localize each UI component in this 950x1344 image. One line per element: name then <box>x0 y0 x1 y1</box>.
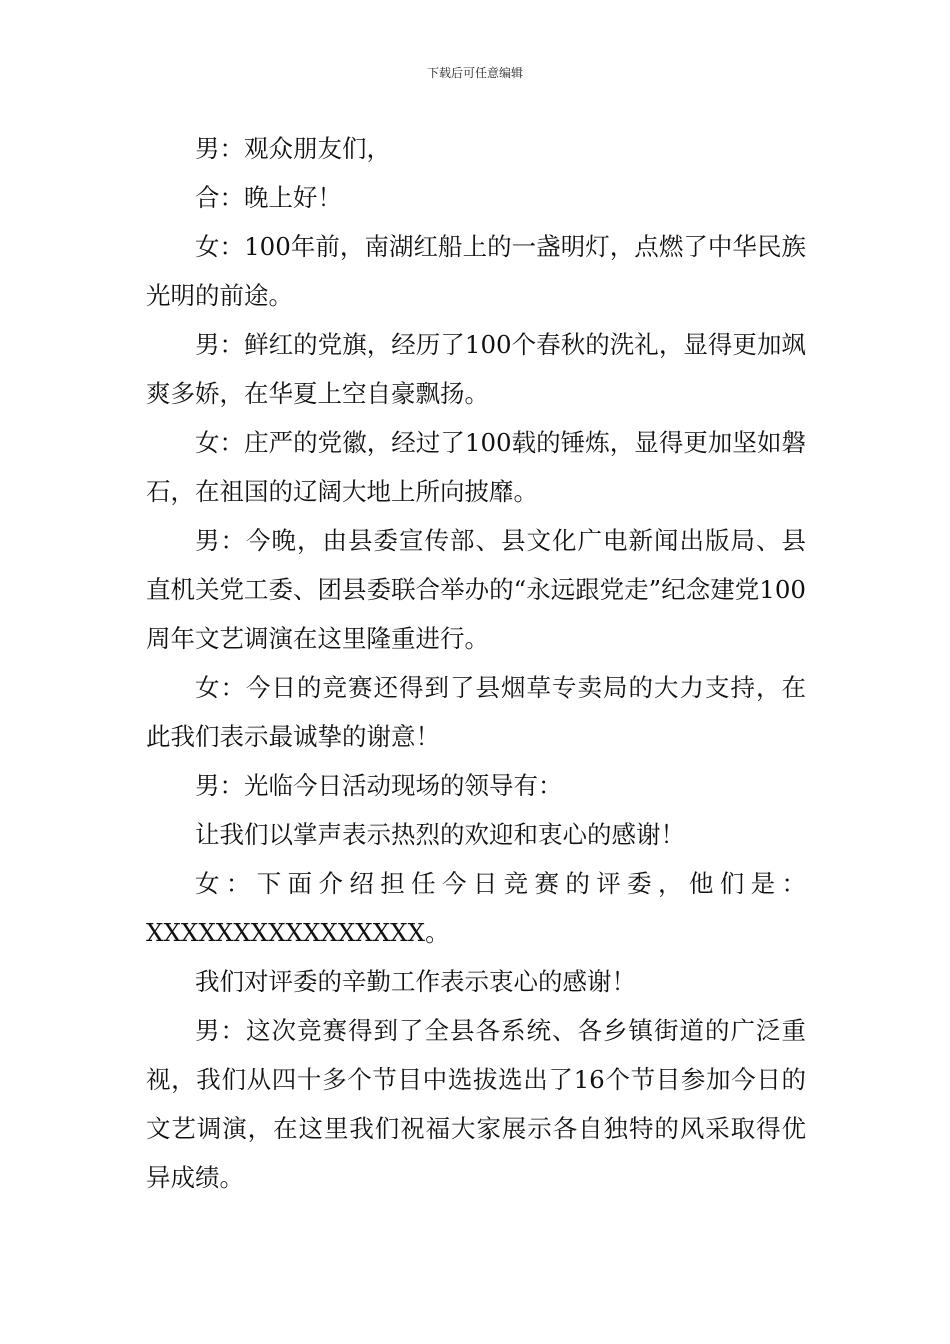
paragraph-judges-names: XXXXXXXXXXXXXXXX。 <box>146 918 450 947</box>
paragraph-applause: 让我们以掌声表示热烈的欢迎和衷心的感谢！ <box>195 820 685 849</box>
paragraph-greeting-male: 男：观众朋友们， <box>195 134 391 163</box>
paragraph-leaders: 男：光临今日活动现场的领导有： <box>195 771 563 800</box>
paragraph-party-emblem: 女：庄严的党徽，经过了100载的锤炼，显得更加坚如磐石，在祖国的辽阔大地上所向披靡。 <box>146 428 806 506</box>
paragraph-party-flag: 男：鲜红的党旗，经历了100个春秋的洗礼，显得更加飒爽多娇，在华夏上空自豪飘扬。 <box>146 330 806 408</box>
paragraph-judges-intro: 女：下面介绍担任今日竞赛的评委，他们是： <box>195 869 806 898</box>
document-body <box>146 124 806 1202</box>
page-header: 下载后可任意编辑 <box>426 66 523 80</box>
paragraph-event-intro: 男：今晚，由县委宣传部、县文化广电新闻出版局、县直机关党工委、团县委联合举办的“永远跟党走”纪念建党100周年文艺调演在这里隆重进行。 <box>146 526 806 653</box>
paragraph-judges-thanks: 我们对评委的辛勤工作表示衷心的感谢！ <box>195 967 636 996</box>
paragraph-red-boat: 女：100年前，南湖红船上的一盏明灯，点燃了中华民族光明的前途。 <box>146 232 806 310</box>
paragraph-sponsor-thanks: 女：今日的竞赛还得到了县烟草专卖局的大力支持，在此我们表示最诚挚的谢意！ <box>146 673 806 751</box>
paragraph-competition-selection: 男：这次竞赛得到了全县各系统、各乡镇街道的广泛重视，我们从四十多个节目中选拔选出了16个节目参加今日的文艺调演，在这里我们祝福大家展示各自独特的风采取得优异成绩。 <box>146 1016 806 1192</box>
paragraph-greeting-together: 合：晚上好！ <box>195 183 342 212</box>
